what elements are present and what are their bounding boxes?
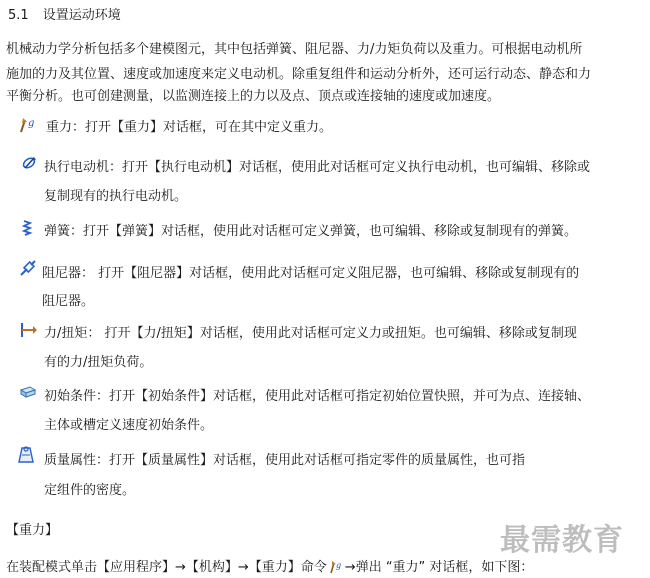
- subsection-title: 【重力】: [6, 523, 59, 538]
- item-gravity-line-1: 重力：打开【重力】对话框，可在其中定义重力。: [46, 120, 333, 135]
- item-initial-line-1: 初始条件：打开【初始条件】对话框，使用此对话框可指定初始位置快照，并可为点、连接轴、: [44, 389, 591, 404]
- instruction-text-before: 在装配模式单击【应用程序】→【机构】→【重力】命令: [6, 560, 327, 575]
- item-damper-line-1: 阻尼器： 打开【阻尼器】对话框，使用此对话框可定义阻尼器，也可编辑、移除或复制现有的: [42, 266, 580, 281]
- spring-icon: [18, 218, 38, 238]
- svg-text:g: g: [335, 561, 341, 570]
- gravity-inline-icon: [329, 558, 343, 574]
- item-mass-line-1: 质量属性：打开【质量属性】对话框，使用此对话框可指定零件的质量属性，也可指: [44, 453, 526, 468]
- watermark: 最需教育: [500, 523, 624, 558]
- intro-line-3: 平衡分析。也可创建测量，以监测连接上的力以及点、顶点或连接轴的速度或加速度。: [6, 89, 501, 104]
- item-initial-line-2: 主体或槽定义速度初始条件。: [44, 418, 214, 433]
- instruction-text-after: →弹出 “重力” 对话框，如下图：: [344, 560, 534, 575]
- damper-icon: [18, 258, 38, 278]
- gravity-icon: [18, 114, 38, 134]
- item-servo-line-2: 复制现有的执行电动机。: [44, 189, 188, 204]
- initial-condition-icon: [18, 382, 38, 402]
- servo-motor-icon: [20, 154, 40, 174]
- intro-line-2: 施加的力及其位置、速度或加速度来定义电动机。除重复组件和运动分析外，还可运行动态、静态和力: [6, 67, 592, 82]
- item-servo-line-1: 执行电动机：打开【执行电动机】对话框，使用此对话框可定义执行电动机，也可编辑、移除或: [44, 160, 591, 175]
- item-force-line-2: 有的力/扭矩负荷。: [44, 355, 153, 370]
- section-heading: [8, 4, 121, 23]
- svg-text:g: g: [28, 118, 35, 129]
- force-torque-icon: [18, 320, 38, 340]
- intro-line-1: 机械动力学分析包括多个建模图元，其中包括弹簧、阻尼器、力/力矩负荷以及重力。可根据电动机所: [6, 42, 583, 57]
- mass-properties-icon: [16, 445, 36, 465]
- item-force-line-1: 力/扭矩： 打开【力/扭矩】对话框，使用此对话框可定义力或扭矩。也可编辑、移除或复制现: [44, 326, 577, 341]
- item-damper-line-2: 阻尼器。: [42, 294, 95, 309]
- section-title: 设置运动环境: [42, 8, 121, 23]
- item-spring-line-1: 弹簧：打开【弹簧】对话框，使用此对话框可定义弹簧，也可编辑、移除或复制现有的弹簧。: [44, 224, 578, 239]
- instruction-line: [6, 556, 533, 575]
- item-mass-line-2: 定组件的密度。: [44, 483, 136, 498]
- section-number: 5.1: [8, 8, 29, 23]
